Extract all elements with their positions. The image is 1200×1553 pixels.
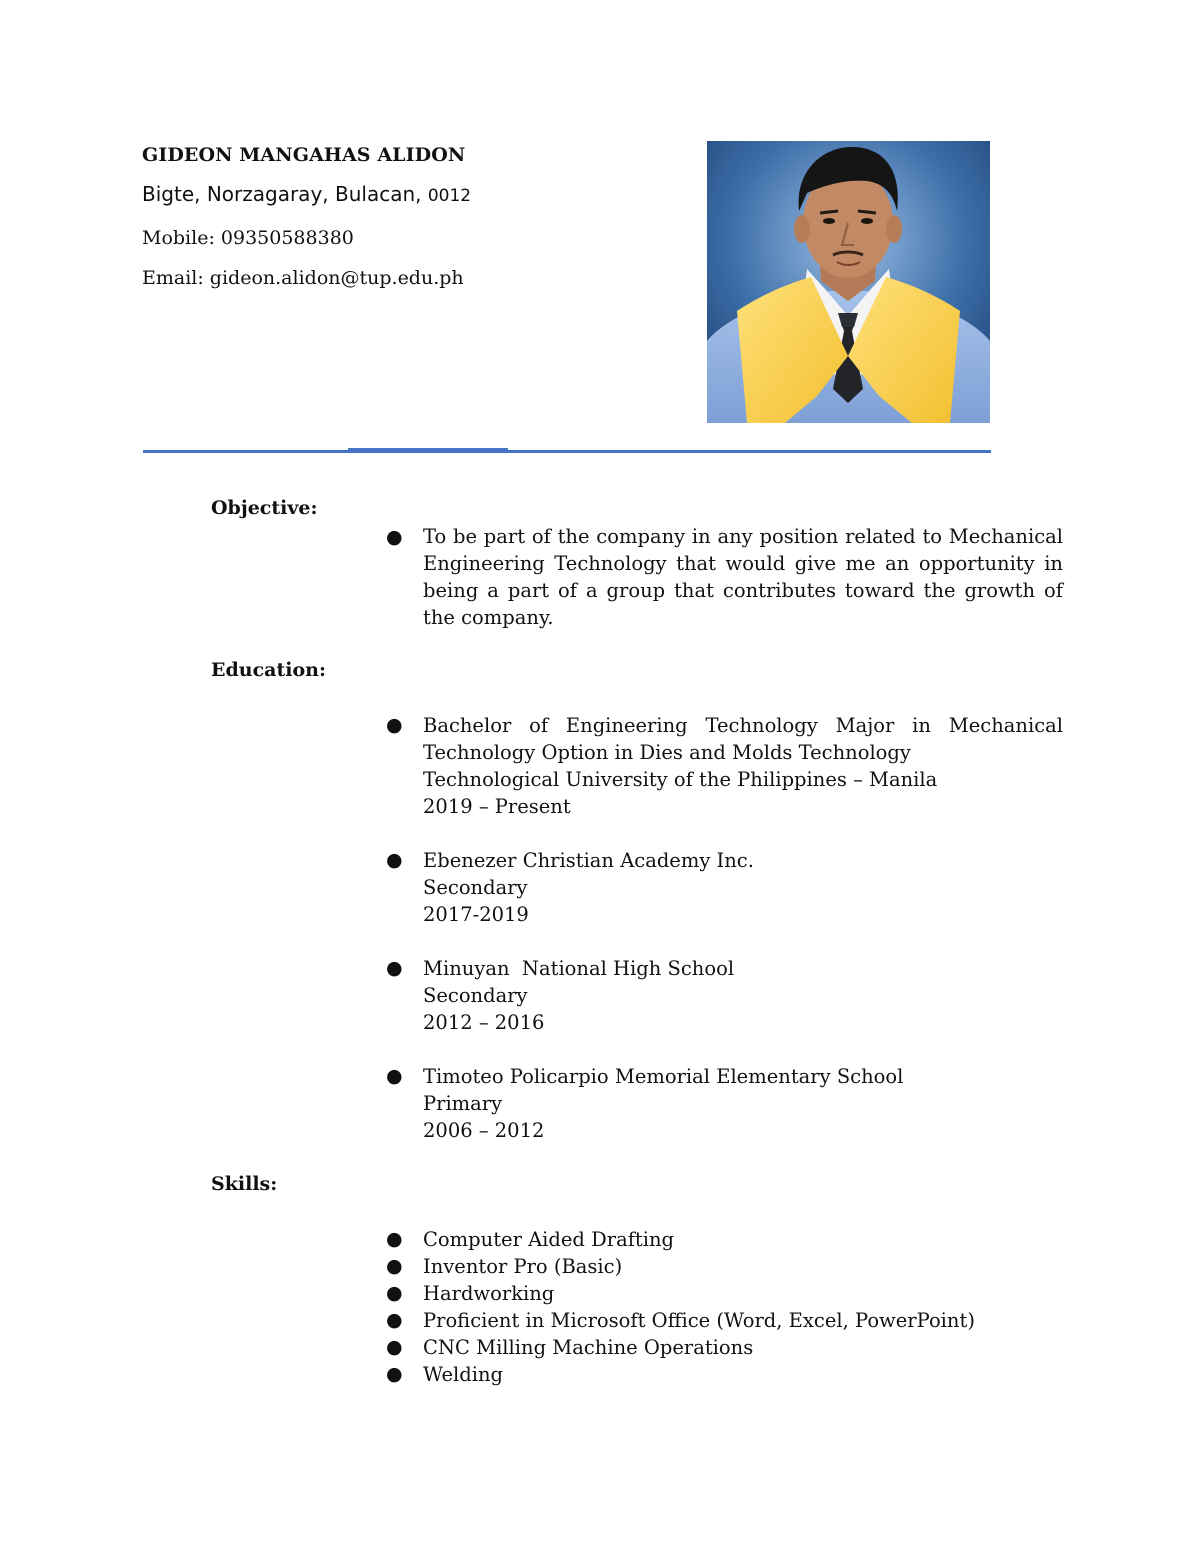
education-item bbox=[423, 1063, 1063, 1144]
school-level: Secondary bbox=[423, 984, 528, 1007]
bullet-icon: ● bbox=[386, 1309, 403, 1331]
bullet-icon: ● bbox=[386, 714, 403, 736]
mobile-number: Mobile: 09350588380 bbox=[142, 227, 354, 249]
school-name: Minuyan National High School bbox=[423, 957, 735, 980]
education-item bbox=[423, 712, 1063, 820]
objective-heading: Objective: bbox=[211, 497, 318, 519]
skill-item: Inventor Pro (Basic) bbox=[423, 1255, 623, 1278]
skills-heading: Skills: bbox=[211, 1173, 278, 1195]
skill-item: Hardworking bbox=[423, 1282, 555, 1305]
skill-item: Proficient in Microsoft Office (Word, Excel, PowerPoint) bbox=[423, 1309, 975, 1332]
profile-photo bbox=[707, 141, 990, 423]
education-item bbox=[423, 847, 1063, 928]
email-address[interactable]: Email: gideon.alidon@tup.edu.ph bbox=[142, 267, 464, 289]
objective-text: To be part of the company in any position related to Mechanical Engineering Technology that would give me an opportunity in being a part of a group that contributes toward the growth of the company. bbox=[423, 525, 1063, 629]
school-name: Timoteo Policarpio Memorial Elementary School bbox=[423, 1065, 904, 1088]
school-level: Primary bbox=[423, 1092, 503, 1115]
graduation-portrait-image bbox=[707, 141, 990, 423]
bullet-icon: ● bbox=[386, 1255, 403, 1277]
education-heading: Education: bbox=[211, 659, 326, 681]
bullet-icon: ● bbox=[386, 1282, 403, 1304]
applicant-name: GIDEON MANGAHAS ALIDON bbox=[142, 144, 466, 166]
school-years: 2006 – 2012 bbox=[423, 1119, 545, 1142]
skill-item: Welding bbox=[423, 1363, 503, 1386]
bullet-icon: ● bbox=[386, 526, 403, 548]
skill-item: Computer Aided Drafting bbox=[423, 1228, 675, 1251]
school-years: 2017-2019 bbox=[423, 903, 529, 926]
education-item bbox=[423, 955, 1063, 1036]
skill-item: CNC Milling Machine Operations bbox=[423, 1336, 754, 1359]
header-divider-accent bbox=[348, 448, 508, 453]
school-years: 2012 – 2016 bbox=[423, 1011, 545, 1034]
address bbox=[142, 182, 471, 206]
bullet-icon: ● bbox=[386, 957, 403, 979]
bullet-icon: ● bbox=[386, 849, 403, 871]
degree-title: Bachelor of Engineering Technology Major in Mechanical Technology Option in Dies and Molds Technology bbox=[423, 714, 1063, 764]
school-level: Secondary bbox=[423, 876, 528, 899]
bullet-icon: ● bbox=[386, 1336, 403, 1358]
address-street: Bigte, Norzagaray, Bulacan, bbox=[142, 182, 422, 206]
bullet-icon: ● bbox=[386, 1228, 403, 1250]
header-divider bbox=[143, 450, 991, 453]
bullet-icon: ● bbox=[386, 1363, 403, 1385]
bullet-icon: ● bbox=[386, 1065, 403, 1087]
school-name: Ebenezer Christian Academy Inc. bbox=[423, 849, 754, 872]
address-zip: 0012 bbox=[427, 186, 472, 206]
school-years: 2019 – Present bbox=[423, 795, 571, 818]
school-name: Technological University of the Philippines – Manila bbox=[423, 768, 938, 791]
